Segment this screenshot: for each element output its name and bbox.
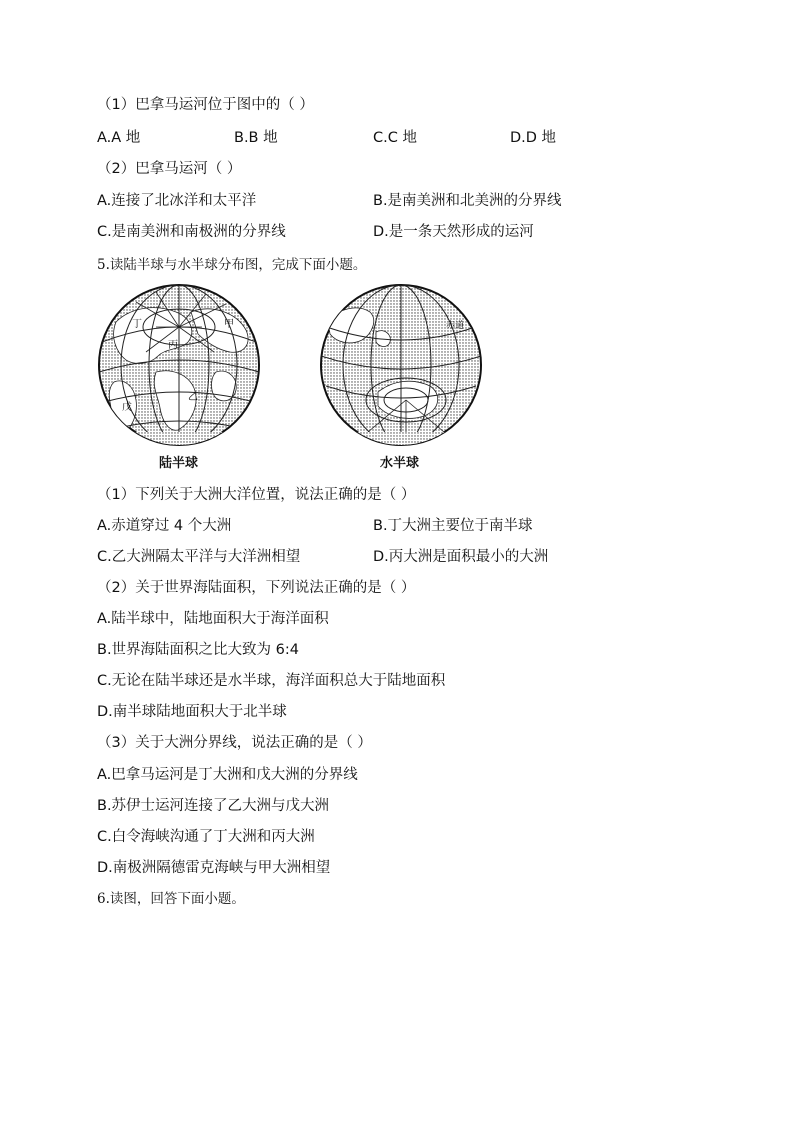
q5-sub2-stem: （2）关于世界海陆面积，下列说法正确的是（ ）	[97, 580, 416, 596]
q5-sub3-option-d: D.南极洲隔德雷克海峡与甲大洲相望	[97, 860, 331, 876]
land-hemisphere-caption: 陆半球	[159, 456, 199, 471]
q5-sub3-stem: （3）关于大洲分界线，说法正确的是（ ）	[97, 735, 372, 751]
land-label-ding: 丁	[132, 319, 142, 330]
q4-sub2-option-b: B.是南美洲和北美洲的分界线	[373, 193, 562, 209]
q4-sub1-option-b: B.B 地	[234, 130, 278, 146]
q4-sub2-stem: （2）巴拿马运河（ ）	[97, 161, 242, 177]
q4-sub2-option-d: D.是一条天然形成的运河	[373, 224, 534, 240]
q4-sub2-option-c: C.是南美洲和南极洲的分界线	[97, 224, 286, 240]
q4-sub1-stem: （1）巴拿马运河位于图中的（ ）	[97, 97, 314, 113]
water-hemisphere-globe	[318, 282, 484, 448]
water-hemisphere-figure	[318, 282, 484, 448]
q5-sub2-option-d: D.南半球陆地面积大于北半球	[97, 704, 287, 720]
q5-sub3-option-c: C.白令海峡沟通了丁大洲和丙大洲	[97, 829, 315, 845]
q5-sub3-option-b: B.苏伊士运河连接了乙大洲与戊大洲	[97, 798, 330, 814]
q5-sub1-stem: （1）下列关于大洲大洋位置，说法正确的是（ ）	[97, 487, 416, 503]
q5-sub2-option-a: A.陆半球中，陆地面积大于海洋面积	[97, 611, 329, 627]
q5-sub2-option-c: C.无论在陆半球还是水半球，海洋面积总大于陆地面积	[97, 673, 446, 689]
q5-sub1-option-b: B.丁大洲主要位于南半球	[373, 518, 533, 534]
land-label-yi: 乙	[188, 392, 198, 403]
q5-sub1-option-a: A.赤道穿过 4 个大洲	[97, 518, 232, 534]
q4-sub1-option-c: C.C 地	[373, 130, 417, 146]
q5-title: 5.读陆半球与水半球分布图，完成下面小题。	[97, 257, 367, 273]
land-hemisphere-figure	[96, 282, 262, 448]
q6-title: 6.读图，回答下面小题。	[97, 891, 245, 907]
q4-sub1-option-a: A.A 地	[97, 130, 141, 146]
q5-sub1-option-d: D.丙大洲是面积最小的大洲	[373, 549, 549, 565]
q4-sub1-option-d: D.D 地	[510, 130, 557, 146]
water-hemisphere-caption: 水半球	[380, 456, 420, 471]
q5-sub1-option-c: C.乙大洲隔太平洋与大洋洲相望	[97, 549, 301, 565]
q5-sub2-option-b: B.世界海陆面积之比大致为 6:4	[97, 642, 300, 658]
land-hemisphere-globe	[96, 282, 262, 448]
q4-sub2-option-a: A.连接了北冰洋和太平洋	[97, 193, 257, 209]
land-label-jia: 甲	[224, 319, 234, 330]
water-label-equator: 赤道	[446, 321, 465, 331]
q5-sub3-option-a: A.巴拿马运河是丁大洲和戊大洲的分界线	[97, 767, 358, 783]
land-label-bing: 丙	[168, 340, 178, 351]
land-label-wu: 戊	[122, 402, 132, 413]
